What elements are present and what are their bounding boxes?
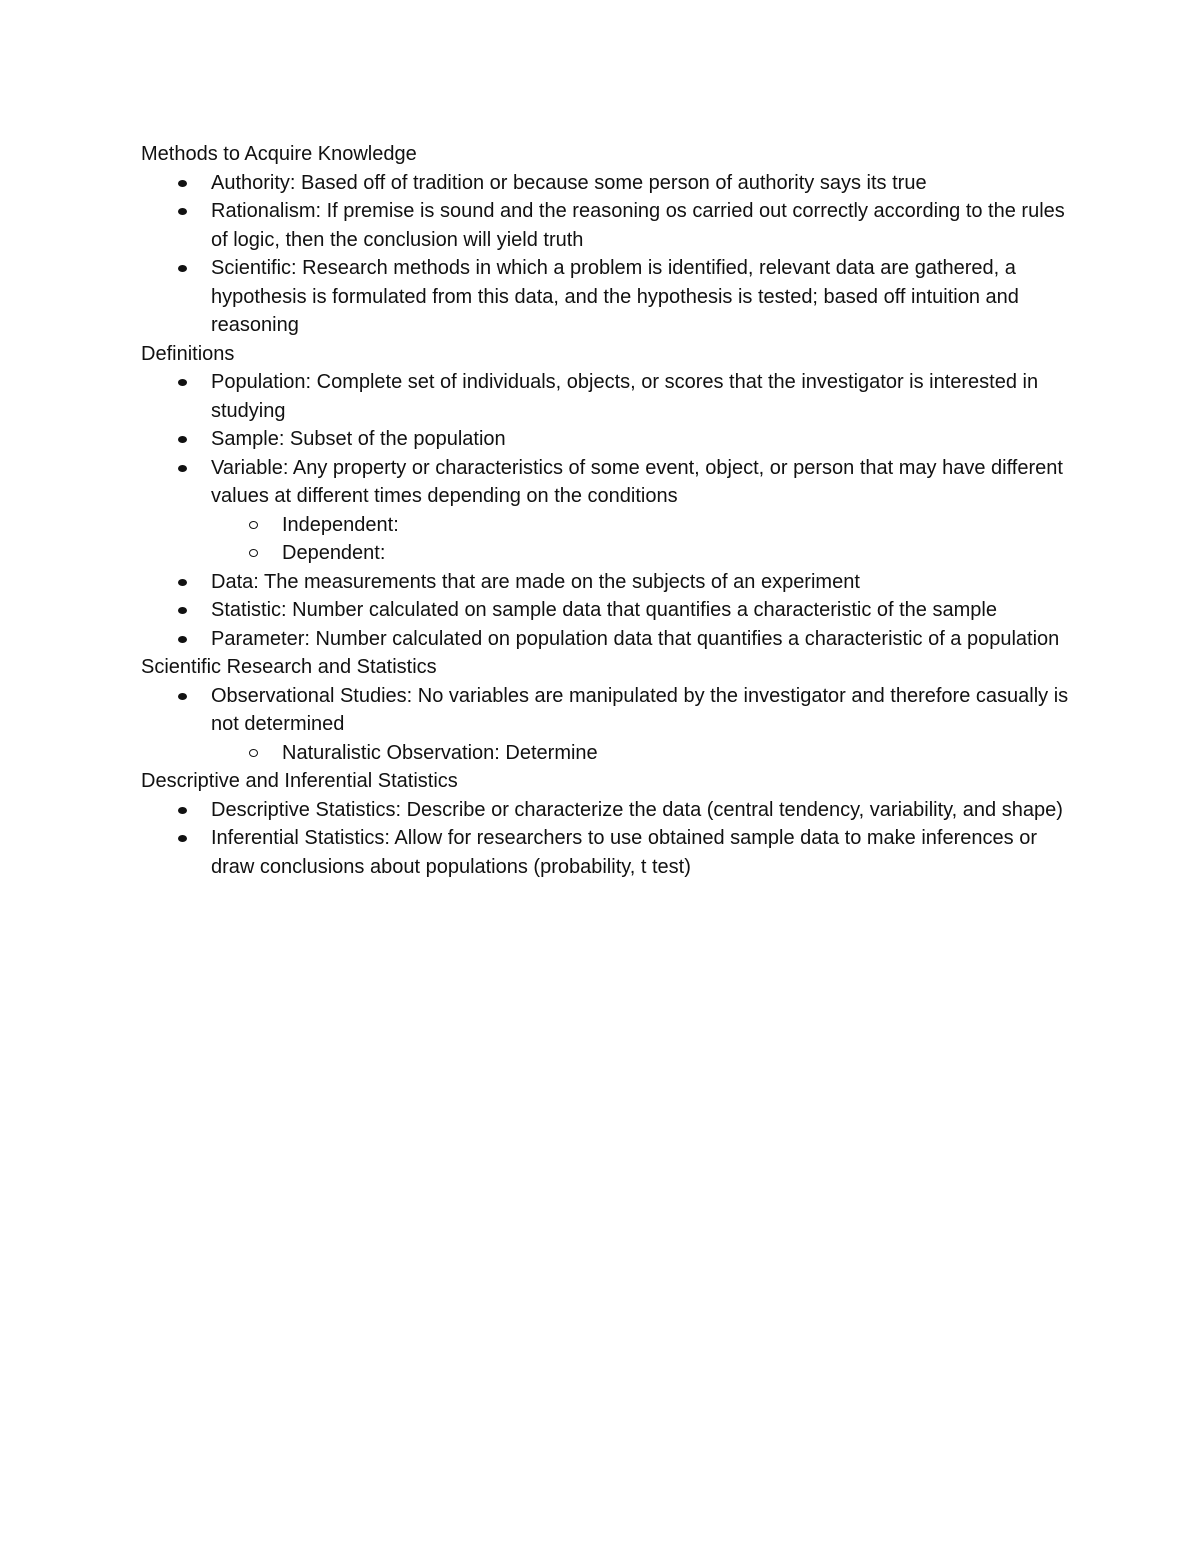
sub-bullet-list [141,739,1071,768]
list-item: Descriptive Statistics: Describe or characterize the data (central tendency, variability, and shape) [141,796,1071,825]
document-page [141,140,1071,881]
list-item-text: Variable: Any property or characteristics of some event, object, or person that may have different values at different times depending on the conditions [211,456,1063,507]
list-item: Inferential Statistics: Allow for researchers to use obtained sample data to make inferences or draw conclusions about populations (probability, t test) [141,824,1071,881]
section-heading: Descriptive and Inferential Statistics [141,770,458,792]
sub-list-item: Independent: [211,511,1071,540]
list-item: Statistic: Number calculated on sample data that quantifies a characteristic of the sample [141,596,1071,625]
bullet-list [141,682,1071,739]
sub-list-item: Dependent: [211,539,1071,568]
list-item: Population: Complete set of individuals, objects, or scores that the investigator is interested in studying [141,368,1071,425]
section-descriptive-inferential [141,767,1071,881]
list-item [141,454,1071,511]
bullet-list [141,368,1071,511]
list-item: Parameter: Number calculated on population data that quantifies a characteristic of a population [141,625,1071,654]
section-heading: Methods to Acquire Knowledge [141,143,417,165]
bullet-list [141,568,1071,654]
section-methods [141,140,1071,340]
list-item: Observational Studies: No variables are manipulated by the investigator and therefore casually is not determined [141,682,1071,739]
sub-list-item: Naturalistic Observation: Determine [211,739,1071,768]
list-item: Sample: Subset of the population [141,425,1071,454]
section-scientific-research [141,653,1071,767]
list-item: Authority: Based off of tradition or because some person of authority says its true [141,169,1071,198]
bullet-list [141,169,1071,340]
section-heading: Scientific Research and Statistics [141,656,437,678]
sub-bullet-list [141,511,1071,568]
list-item: Data: The measurements that are made on the subjects of an experiment [141,568,1071,597]
list-item: Scientific: Research methods in which a problem is identified, relevant data are gathered, a hypothesis is formulated from this data, and the hypothesis is tested; based off intuition and reasoning [141,254,1071,340]
section-definitions [141,340,1071,654]
section-heading: Definitions [141,342,235,365]
list-item: Rationalism: If premise is sound and the reasoning os carried out correctly according to the rules of logic, then the conclusion will yield truth [141,197,1071,254]
bullet-list [141,796,1071,882]
